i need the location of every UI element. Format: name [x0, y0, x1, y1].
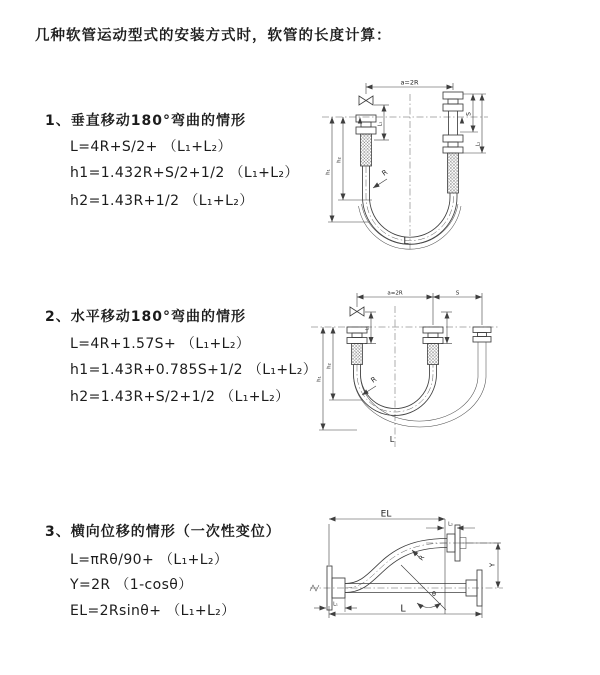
diagram-lateral-displacement: [308, 502, 600, 662]
diagram-vertical-180-bend: [310, 72, 600, 257]
braided-hose-section: [428, 344, 439, 365]
dim-label-r: R: [369, 375, 379, 385]
dim-label-s: S: [465, 112, 473, 116]
motion-arrow: [358, 117, 362, 124]
dim-label-y: Y: [488, 562, 497, 568]
dim-label-r: R: [417, 553, 427, 563]
dim-label-r: R: [380, 168, 390, 178]
dim-label-theta: θ: [432, 590, 436, 598]
valve-icon: [359, 96, 373, 105]
section-1-heading: 1、垂直移动180°弯曲的情形: [45, 113, 246, 129]
formula-line: L=4R+1.57S+ （L₁+L₂）: [70, 336, 251, 352]
dimensions: [317, 291, 483, 445]
section-2-heading: 2、水平移动180°弯曲的情形: [45, 309, 246, 325]
page-title: 几种软管运动型式的安装方式时，软管的长度计算：: [35, 28, 392, 44]
dim-label-l1: L₁: [377, 121, 384, 127]
dimensions: [314, 510, 501, 619]
right-fitting: [473, 327, 491, 342]
dim-label-h1: h₁: [316, 376, 323, 382]
centerline-break-icon: [310, 585, 319, 591]
dim-label-h2: h₂: [336, 157, 343, 163]
formula-line: h2=1.43R+S/2+1/2 （L₁+L₂）: [70, 389, 290, 405]
section-3-heading: 3、横向位移的情形（一次性变位）: [45, 524, 281, 540]
dim-label-h1: h₁: [325, 169, 332, 175]
formula-line: Y=2R （1-cosθ）: [70, 577, 193, 593]
formula-line: h1=1.43R+0.785S+1/2 （L₁+L₂）: [70, 362, 318, 378]
dim-label-l: L: [400, 603, 406, 615]
valve-icon: [350, 307, 364, 316]
formula-line: h2=1.43R+1/2 （L₁+L₂）: [70, 193, 254, 209]
braided-hose-section: [352, 344, 363, 365]
dim-label-l: L: [389, 435, 395, 444]
middle-fitting: [423, 327, 443, 365]
dim-label-el: EL: [380, 509, 392, 520]
dim-label-s: S: [455, 290, 460, 297]
left-fitting: [347, 327, 367, 365]
motion-arrow: [460, 117, 464, 124]
angle-arc: [417, 603, 441, 608]
dim-label-l1: L₁: [365, 325, 371, 331]
formula-line: L=πRθ/90+ （L₁+L₂）: [70, 552, 229, 568]
diagram-horizontal-180-bend: [305, 282, 600, 452]
formula-line: L=4R+S/2+ （L₁+L₂）: [70, 139, 232, 155]
dim-label-a2r: a=2R: [387, 290, 403, 297]
dim-label-l1: L₁: [333, 601, 338, 608]
braided-hose-section: [448, 153, 459, 193]
dim-label-l: L: [403, 236, 409, 247]
formula-line: EL=2Rsinθ+ （L₁+L₂）: [70, 603, 236, 619]
right-fitting: [443, 92, 463, 193]
dim-label-h2: h₂: [326, 363, 333, 369]
dim-label-l2: L₂: [475, 141, 482, 147]
radius-construction-line: [401, 565, 446, 610]
dim-label-a2r: a=2R: [400, 78, 419, 87]
braided-hose-section: [361, 134, 372, 166]
hose-shifted-position: [362, 204, 459, 244]
hose-centerline: [345, 543, 447, 588]
formula-line: h1=1.432R+S/2+1/2 （L₁+L₂）: [70, 165, 299, 181]
dim-label-l2: L₂: [448, 521, 453, 528]
